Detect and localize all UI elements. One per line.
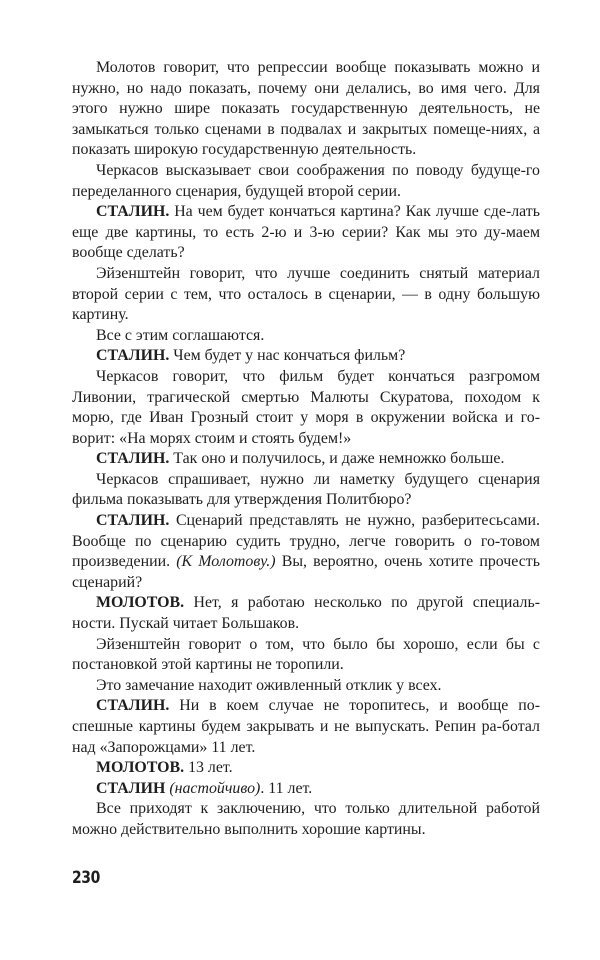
stage-direction: (настойчиво) — [169, 779, 261, 797]
text-line: Вы, вероятно, очень хотите — [275, 553, 474, 571]
speaker-name: СТАЛИН — [96, 779, 166, 797]
text-line: морю, где Иван Грозный стоит у моря в окружении войска и го- — [72, 409, 540, 427]
text-line: Это замечание находит оживленный отклик у всех. — [96, 676, 442, 694]
text-line: не замыкаться только сценами в подвалах и закрытых помеще- — [72, 100, 540, 138]
text-line: прочесть сценарий? — [72, 553, 540, 591]
text-line: лать еще две картины, то есть 2-ю и 3-ю серии? Как мы это ду- — [72, 203, 540, 241]
paragraph — [72, 758, 540, 779]
speaker-name: СТАЛИН. — [96, 347, 170, 365]
text-line: Молотов говорит, что репрессии вообще показывать можно — [96, 59, 524, 76]
speaker-name: СТАЛИН. — [96, 450, 170, 468]
paragraph — [72, 511, 540, 593]
text-line: второй серии с тем, что осталось в сценарии, — в одну большую — [72, 285, 540, 303]
text-line: Черкасов спрашивает, нужно ли наметку будущего сценария — [96, 470, 540, 488]
paragraph — [72, 161, 540, 202]
text-line: спешные картины будем закрывать и не выпускать. Репин ра- — [72, 718, 502, 735]
text-line: Черкасов говорит, что фильм будет кончаться разгромом — [96, 367, 540, 385]
text-line: На чем будет кончаться картина? Как лучше сде- — [169, 203, 512, 221]
text-line: Эйзенштейн говорит о том, что было бы хорошо, если бы с — [96, 635, 540, 653]
paragraph — [72, 367, 540, 449]
page-number: 230 — [72, 868, 100, 888]
paragraph — [72, 470, 540, 511]
text-line: го переделанного сценария, будущей второй серии. — [72, 161, 540, 200]
paragraph — [72, 326, 540, 347]
stage-direction: (К Молотову.) — [176, 553, 276, 571]
text-line: и нужно, но надо показать, почему они делались, во имя чего. — [72, 59, 540, 97]
text-line: Черкасов высказывает свои соображения по поводу будуще- — [96, 161, 526, 179]
text-line: Для этого нужно шире показать государственную деятельность, — [72, 79, 540, 118]
text-line: маем вообще сделать? — [72, 223, 540, 262]
text-line: Так оно и получилось, и даже немножко больше. — [169, 450, 505, 468]
text-line: фильма показывать для утверждения Политбюро? — [72, 491, 412, 509]
text-line: Чем будет у нас кончаться фильм? — [169, 347, 406, 365]
paragraph — [72, 635, 540, 676]
paragraph — [72, 449, 540, 470]
paragraph — [72, 696, 540, 758]
text-line: Нет, я работаю несколько по другой специаль- — [184, 594, 540, 612]
text-line: 13 лет. — [184, 759, 233, 777]
text-line: ниях, а показать широкую государственную деятельность. — [72, 120, 540, 159]
paragraph — [72, 779, 540, 800]
text-line: Ни в коем случае не торопитесь, и вообще по- — [169, 697, 540, 715]
paragraph — [72, 593, 540, 634]
text-line: картину. — [72, 306, 129, 324]
text-line: Сценарий представлять не нужно, разберитесь — [169, 512, 504, 530]
text-line: постановкой этой картины не торопили. — [72, 656, 344, 674]
speaker-name: СТАЛИН. — [96, 697, 170, 715]
paragraph — [72, 676, 540, 697]
document-page — [72, 58, 540, 841]
text-line: сами. Вообще по сценарию судить трудно, легче говорить о го- — [72, 512, 540, 550]
speaker-name: МОЛОТОВ. — [96, 594, 185, 612]
text-line: можно действительно выполнить хорошие картины. — [72, 820, 426, 838]
paragraph — [72, 202, 540, 264]
speaker-name: СТАЛИН. — [96, 203, 170, 221]
text-line: Все с этим соглашаются. — [96, 326, 265, 344]
text-line: Ливонии, трагической смертью Малюты Скуратова, походом к — [72, 388, 540, 406]
text-line: ности. Пускай читает Большаков. — [72, 615, 300, 633]
paragraph — [72, 264, 540, 326]
paragraph — [72, 799, 540, 840]
text-line: ворит: «На морях стоим и стоять будем!» — [72, 429, 352, 447]
paragraph — [72, 58, 540, 161]
speaker-name: СТАЛИН. — [96, 512, 170, 530]
paragraph — [72, 346, 540, 367]
text-line: Эйзенштейн говорит, что лучше соединить снятый материал — [96, 264, 540, 282]
text-line: ботал над «Запорожцами» 11 лет. — [72, 718, 540, 756]
text-line: товом произведении. — [72, 532, 540, 571]
speaker-name: МОЛОТОВ. — [96, 759, 185, 777]
text-line: . 11 лет. — [260, 779, 313, 797]
text-line: Все приходят к заключению, что только длительной работой — [96, 800, 540, 818]
